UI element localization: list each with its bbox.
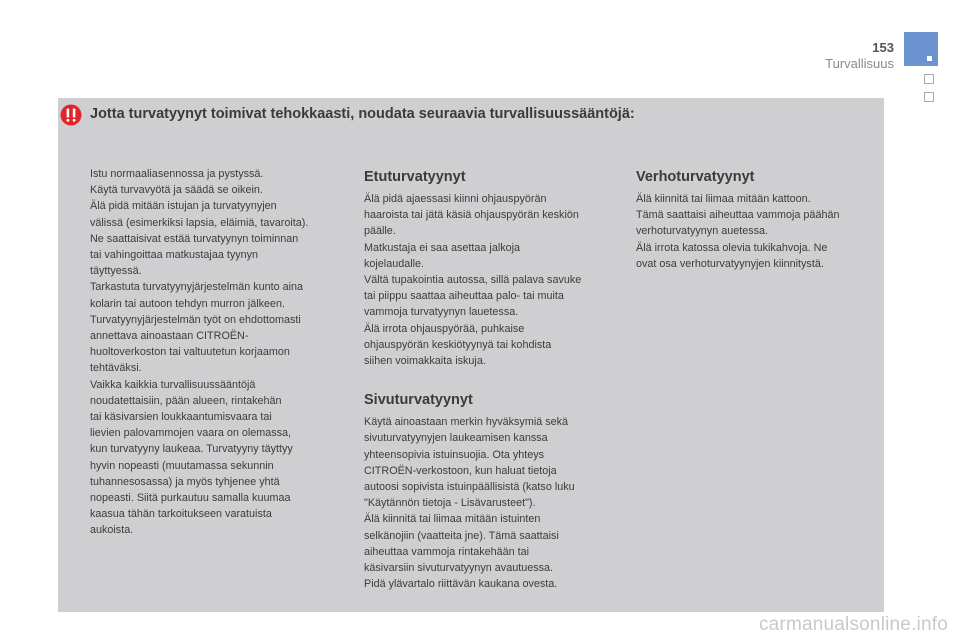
section-name: Turvallisuus (825, 56, 894, 71)
side-airbag-line: "Käytännön tietoja - Lisävarusteet"). (364, 497, 536, 510)
front-airbag-line: Älä irrota ohjauspyörää, puhkaise (364, 322, 525, 335)
side-airbag-line: käsivarsiin sivuturvatyynyn avautuessa. (364, 562, 554, 575)
rule-line: tuhannesosassa) ja myös tyhjenee yhtä (90, 475, 280, 488)
safety-panel (58, 98, 884, 612)
rule-line: kaasua tähän tarkoitukseen varatuista (90, 508, 272, 521)
side-airbag-line: Pidä ylävartalo riittävän kaukana ovesta. (364, 578, 558, 591)
curtain-airbag-line: verhoturvatyynyn auetessa. (636, 225, 769, 238)
rule-line: tai käsivarsien loukkaantumisvaara tai (90, 411, 272, 424)
front-airbag-line: ohjauspyörän keskiötyynyä tai kohdista (364, 338, 552, 351)
curtain-airbag-line: Älä kiinnitä tai liimaa mitään kattoon. (636, 193, 811, 205)
rule-line: lievien palovammojen vaara on olemassa, (90, 427, 292, 440)
rule-line: tai vahingoittaa matkustajaa tyynyn (90, 249, 259, 262)
front-side-airbags-column (364, 168, 626, 592)
side-airbag-line: yhteensopivia istuinsuojia. Ota yhteys (364, 448, 545, 461)
rule-line: Ne saattaisivat estää turvatyynyn toiminnan (90, 232, 299, 245)
curtain-airbag-line: Älä irrota katossa olevia tukikahvoja. Ne (636, 241, 828, 254)
side-airbag-line: Älä kiinnitä tai liimaa mitään istuinten (364, 513, 541, 526)
curtain-airbag-line: ovat osa verhoturvatyynyjen kiinnitystä. (636, 257, 824, 270)
rule-line: Turvatyynyjärjestelmän työt on ehdottomasti (90, 313, 301, 326)
side-airbag-line: autoosi sopivista istuinpäällisistä (katso luku (364, 481, 575, 494)
side-airbags-text (364, 414, 626, 592)
curtain-airbag-line: Tämä saattaisi aiheuttaa vammoja päähän (636, 209, 840, 222)
curtain-airbags-heading: Verhoturvatyynyt (636, 169, 755, 185)
rule-line: Vaikka kaikkia turvallisuussääntöjä (90, 378, 256, 391)
rule-line: huoltoverkoston tai valtuutetun korjaamon (90, 346, 290, 359)
rule-line: Älä pidä mitään istujan ja turvatyynyjen (90, 200, 277, 213)
rule-line: kun turvatyyny laukeaa. Turvatyyny täyttyy (90, 443, 293, 456)
rule-line: kolarin tai autoon tehdyn murron jälkeen. (90, 297, 286, 310)
curtain-airbags-column (636, 168, 881, 272)
side-airbag-line: selkänojiin (vaatteita jne). Tämä saattaisi (364, 529, 559, 542)
rule-line: Tarkastuta turvatyynyjärjestelmän kunto aina (90, 281, 304, 294)
rule-line: noudatettaisiin, pään alueen, rintakehän (90, 394, 282, 407)
front-airbag-line: kojelaudalle. (364, 257, 425, 270)
section-tab-2[interactable] (924, 92, 934, 102)
section-tab-1[interactable] (924, 74, 934, 84)
watermark: carmanualsonline.info (758, 614, 948, 635)
front-airbag-line: Matkustaja ei saa asettaa jalkoja (364, 241, 521, 254)
rule-line: täyttyessä. (90, 265, 142, 278)
page-number: 153 (872, 40, 894, 55)
tab-marker-icon (927, 56, 932, 61)
rule-line: Istu normaaliasennossa ja pystyssä. (90, 168, 264, 180)
front-airbag-line: siihen voimakkaita iskuja. (364, 355, 486, 368)
side-airbag-line: aiheuttaa vammoja rintakehään tai (364, 545, 530, 558)
front-airbag-line: vammoja turvatyynyn lauetessa. (364, 306, 519, 319)
rule-line: Käytä turvavyötä ja säädä se oikein. (90, 184, 263, 197)
curtain-airbags-text (636, 191, 881, 272)
rule-line: annettava ainoastaan CITROËN- (90, 330, 249, 343)
side-airbag-line: sivuturvatyynyjen laukeamisen kanssa (364, 432, 548, 445)
side-airbags-heading: Sivuturvatyynyt (364, 392, 473, 409)
rule-line: aukoista. (90, 524, 134, 537)
front-airbag-line: Älä pidä ajaessasi kiinni ohjauspyörän (364, 193, 547, 205)
front-airbag-line: päälle. (364, 225, 396, 238)
general-rules-column (90, 166, 350, 539)
rule-line: hyvin nopeasti (muutamassa sekunnin (90, 459, 274, 472)
section-tab-active[interactable] (904, 32, 938, 66)
front-airbags-heading: Etuturvatyynyt (364, 169, 466, 185)
warning-title: Jotta turvatyynyt toimivat tehokkaasti, noudata seuraavia turvallisuussääntöjä: (90, 106, 635, 122)
front-airbags-text (364, 191, 626, 369)
rule-line: välissä (esimerkiksi lapsia, eläimiä, tavaroita). (90, 216, 309, 229)
front-airbag-line: haaroista tai jätä käsiä ohjauspyörän keskiön (364, 209, 579, 222)
rule-line: tehtäväksi. (90, 362, 142, 375)
front-airbag-line: Vältä tupakointia autossa, sillä palava savuke (364, 274, 582, 287)
rule-line: nopeasti. Siitä purkautuu samalla kuumaa (90, 492, 291, 505)
side-airbag-line: Käytä ainoastaan merkin hyväksymiä sekä (364, 416, 569, 429)
front-airbag-line: tai piippu saattaa aiheuttaa palo- tai muita (364, 290, 564, 303)
section-spacer (364, 369, 626, 391)
side-airbag-line: CITROËN-verkostoon, kun haluat tietoja (364, 464, 557, 477)
warning-exclamation-icon (60, 104, 82, 126)
